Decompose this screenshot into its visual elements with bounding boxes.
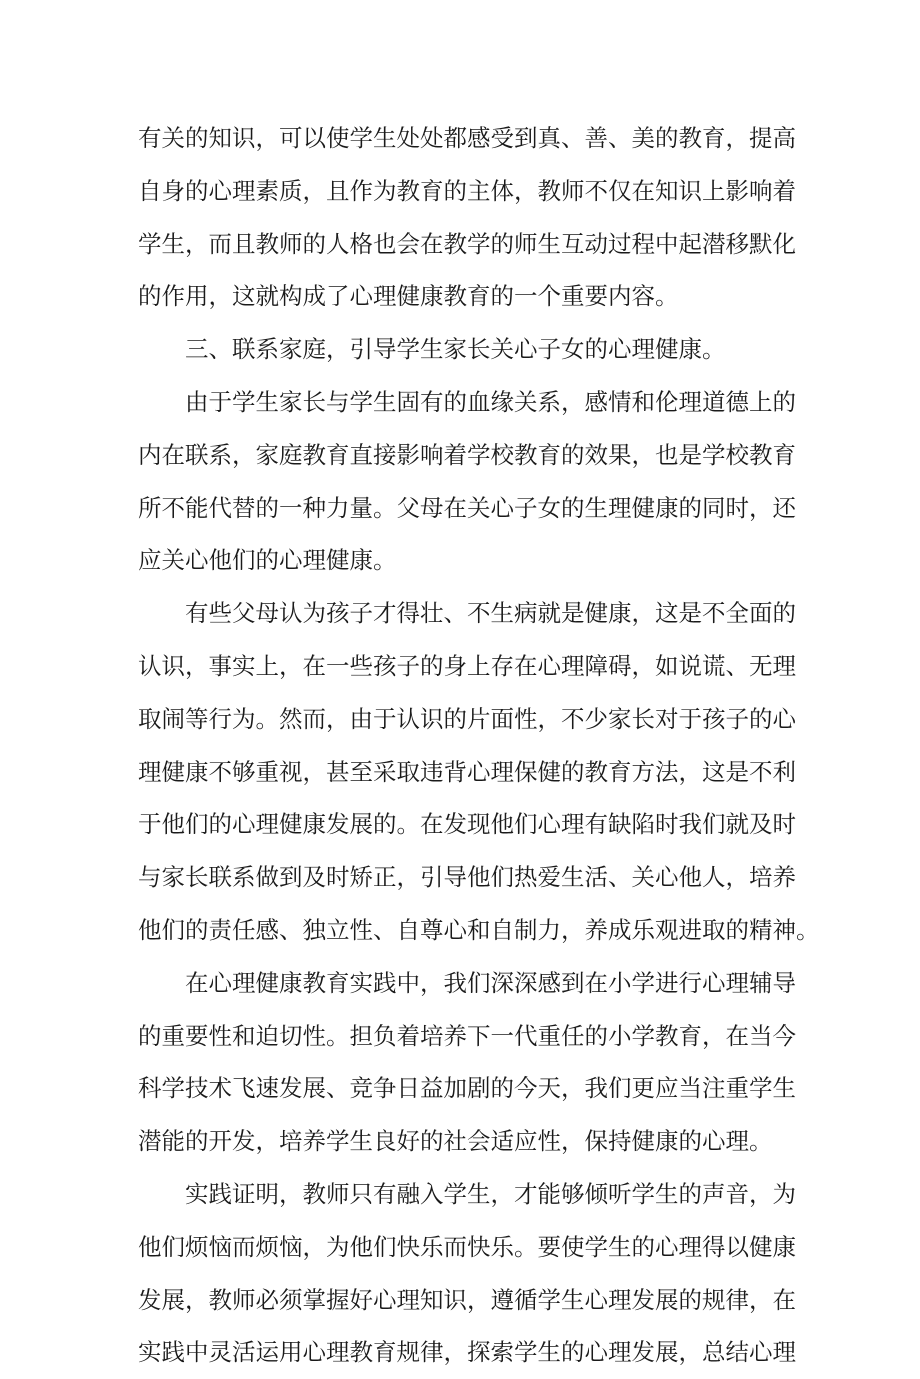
text-line: 与家长联系做到及时矫正，引导他们热爱生活、关心他人，培养 (138, 863, 796, 892)
text-line: 在心理健康教育实践中，我们深深感到在小学进行心理辅导 (185, 968, 796, 997)
text-line: 理健康不够重视，甚至采取违背心理保健的教育方法，这是不利 (138, 757, 796, 786)
text-line: 学生，而且教师的人格也会在教学的师生互动过程中起潜移默化 (138, 229, 796, 258)
text-line: 应关心他们的心理健康。 (138, 546, 397, 575)
section-heading: 三、联系家庭，引导学生家长关心子女的心理健康。 (185, 335, 726, 364)
text-line: 由于学生家长与学生固有的血缘关系，感情和伦理道德上的 (185, 387, 796, 416)
text-line: 发展，教师必须掌握好心理知识，遵循学生心理发展的规律，在 (138, 1285, 796, 1314)
text-line: 认识，事实上，在一些孩子的身上存在心理障碍，如说谎、无理 (138, 651, 796, 680)
text-line: 于他们的心理健康发展的。在发现他们心理有缺陷时我们就及时 (138, 810, 796, 839)
text-line: 的作用，这就构成了心理健康教育的一个重要内容。 (138, 282, 679, 311)
text-line: 他们的责任感、独立性、自尊心和自制力，养成乐观进取的精神。 (138, 915, 820, 944)
text-line: 有关的知识，可以使学生处处都感受到真、善、美的教育，提高 (138, 124, 796, 152)
text-line: 取闹等行为。然而，由于认识的片面性，不少家长对于孩子的心 (138, 704, 796, 733)
text-line: 科学技术飞速发展、竞争日益加剧的今天，我们更应当注重学生 (138, 1074, 796, 1103)
body-text (138, 112, 820, 1379)
text-line: 他们烦恼而烦恼，为他们快乐而快乐。要使学生的心理得以健康 (138, 1232, 796, 1261)
text-line: 的重要性和迫切性。担负着培养下一代重任的小学教育，在当今 (138, 1021, 796, 1050)
text-line: 潜能的开发，培养学生良好的社会适应性，保持健康的心理。 (138, 1127, 773, 1156)
text-line: 自身的心理素质，且作为教育的主体，教师不仅在知识上影响着 (138, 176, 796, 205)
text-line: 有些父母认为孩子才得壮、不生病就是健康，这是不全面的 (185, 599, 796, 628)
text-line: 实践证明，教师只有融入学生，才能够倾听学生的声音，为 (185, 1179, 796, 1208)
text-line: 实践中灵活运用心理教育规律，探索学生的心理发展，总结心理 (138, 1338, 796, 1367)
text-line: 所不能代替的一种力量。父母在关心子女的生理健康的同时，还 (138, 493, 796, 522)
text-line: 内在联系，家庭教育直接影响着学校教育的效果，也是学校教育 (138, 440, 796, 469)
